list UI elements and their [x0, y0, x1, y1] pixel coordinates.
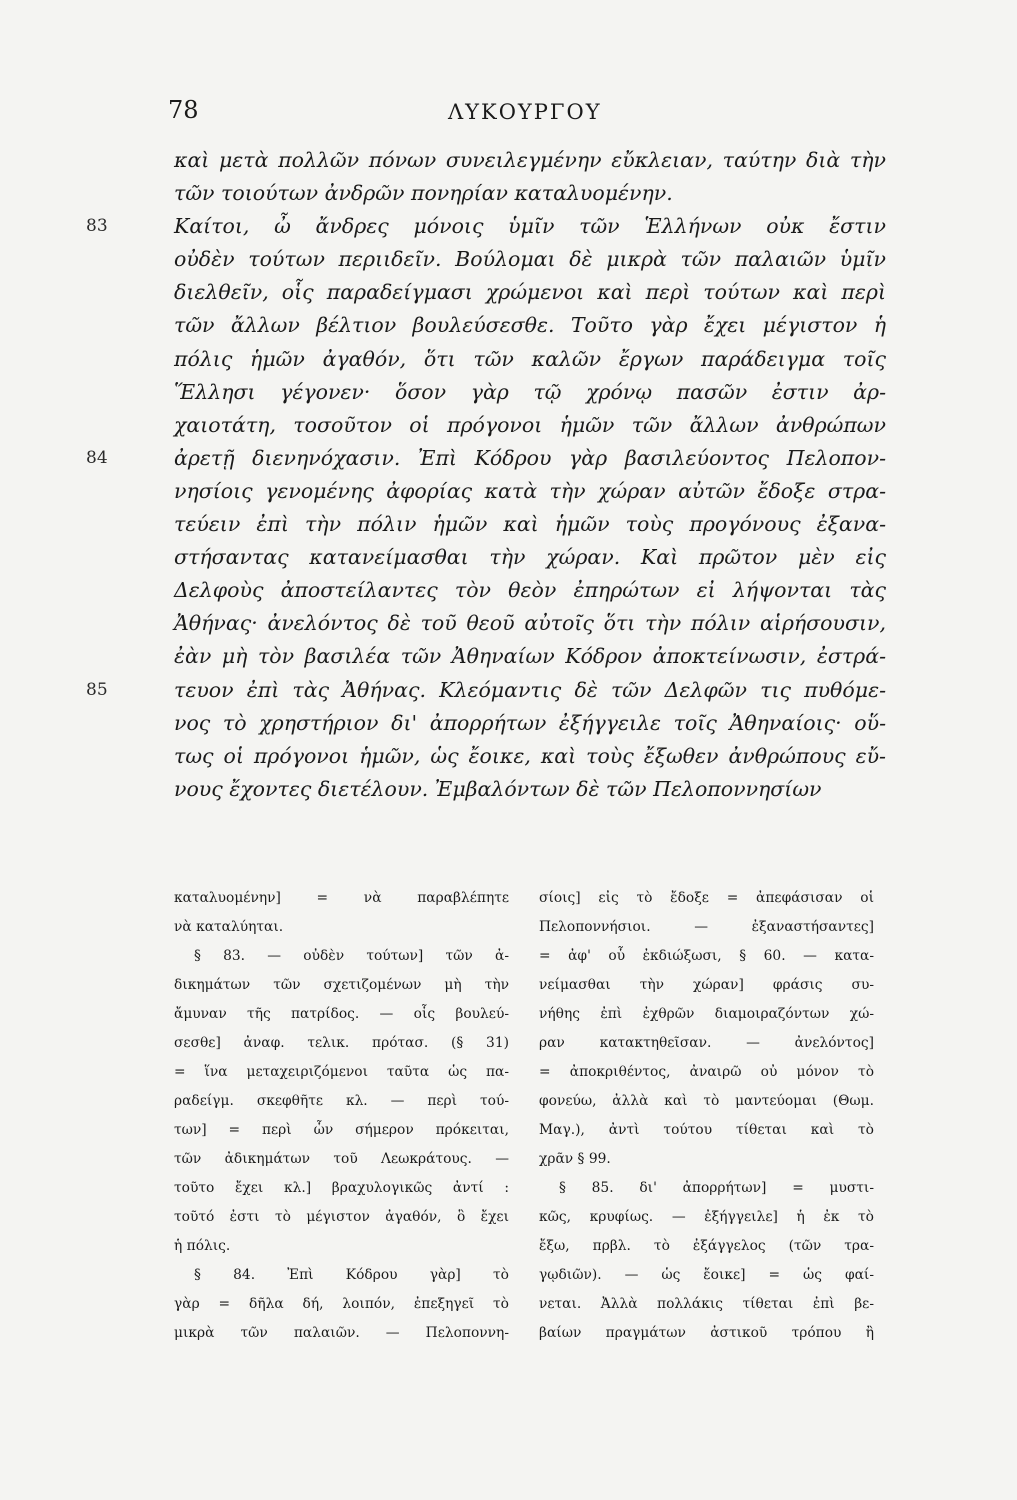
footnote-line: = ἵνα μεταχειριζόμενοι ταῦτα ὡς πα-	[174, 1064, 509, 1080]
running-title: ΛΥΚΟΥΡΓΟΥ	[448, 100, 602, 124]
text-line-content: οὐδὲν τούτων περιιδεῖν. Βούλομαι δὲ μικρὰ τῶν παλαιῶν ὑμῖν	[174, 247, 886, 272]
text-line	[174, 707, 886, 740]
footnote-line: νεται. Ἀλλὰ πολλάκις τίθεται ἐπὶ βε-	[539, 1296, 874, 1312]
footnote-line: § 85. δι' ἀπορρήτων] = μυστι-	[559, 1180, 874, 1196]
text-line-content: στήσαντας κατανείμασθαι τὴν χώραν. Καὶ πρῶτον μὲν εἰς	[174, 545, 886, 570]
text-line-content: Ἀθήνας· ἀνελόντος δὲ τοῦ θεοῦ αὐτοῖς ὅτι τὴν πόλιν αἱρήσουσιν,	[174, 611, 886, 636]
footnote-line: των] = περὶ ὧν σήμερον πρόκειται,	[174, 1122, 509, 1138]
footnote-line: χρᾶν § 99.	[539, 1151, 611, 1167]
footnote-line: Μαγ.), ἀντὶ τούτου τίθεται καὶ τὸ	[539, 1122, 874, 1138]
footnote-line: μικρὰ τῶν παλαιῶν. — Πελοποννη-	[174, 1325, 509, 1341]
text-line	[174, 409, 886, 442]
text-line-content: καὶ μετὰ πολλῶν πόνων συνειλεγμένην εὔκλειαν, ταύτην διὰ τὴν	[174, 148, 886, 172]
footnote-line: κῶς, κρυφίως. — ἐξήγγειλε] ἡ ἐκ τὸ	[539, 1209, 874, 1225]
footnote-line: Πελοποννήσιοι. — ἐξαναστήσαντες]	[539, 919, 874, 935]
text-line-content: τῶν τοιούτων ἀνδρῶν πονηρίαν καταλυομένην.	[174, 181, 673, 206]
text-line-content: πόλις ἡμῶν ἀγαθόν, ὅτι τῶν καλῶν ἔργων παράδειγμα τοῖς	[174, 346, 886, 371]
text-line-content: Δελφοὺς ἀποστείλαντες τὸν θεὸν ἐπηρώτων εἰ λήψονται τὰς	[174, 578, 886, 603]
text-line	[174, 309, 886, 342]
text-line-content: νους ἔχοντες διετέλουν. Ἐμβαλόντων δὲ τῶν Πελοποννησίων	[174, 776, 822, 801]
footnote-line: ἔξω, πρβλ. τὸ ἐξάγγελος (τῶν τρα-	[539, 1238, 874, 1254]
text-line	[174, 574, 886, 607]
text-line-content: νησίοις γενομένης ἀφορίας κατὰ τὴν χώραν αὐτῶν ἔδοξε στρα-	[174, 478, 886, 503]
text-line	[174, 607, 886, 640]
text-line-content: νος τὸ χρηστήριον δι' ἀπορρήτων ἐξήγγειλε τοῖς Ἀθηναίοις· οὕ-	[174, 710, 886, 735]
footnotes-left-column	[174, 884, 509, 1348]
text-line	[86, 210, 886, 243]
main-text	[86, 144, 886, 806]
footnote-line: τῶν ἀδικημάτων τοῦ Λεωκράτους. —	[174, 1151, 509, 1167]
text-line-content: ἀρετῇ διενηνόχασιν. Ἐπὶ Κόδρου γὰρ βασιλεύοντος Πελοπον-	[174, 445, 886, 470]
section-number: 84	[86, 447, 108, 468]
footnote-line: βαίων πραγμάτων ἀστικοῦ τρόπου ἢ	[539, 1325, 874, 1341]
text-line	[174, 475, 886, 508]
footnotes-right-column	[539, 884, 874, 1348]
footnote-line: νὰ καταλύηται.	[174, 919, 284, 935]
text-line	[174, 376, 886, 409]
text-line	[174, 343, 886, 376]
footnote-line: γῳδιῶν). — ὡς ἔοικε] = ὡς φαί-	[539, 1267, 874, 1283]
footnote-line: ραδείγμ. σκεφθῆτε κλ. — περὶ τού-	[174, 1093, 509, 1109]
footnote-line: ἡ πόλις.	[174, 1238, 231, 1254]
text-line-content: τευον ἐπὶ τὰς Ἀθήνας. Κλεόμαντις δὲ τῶν Δελφῶν τις πυθόμε-	[174, 677, 886, 702]
text-line-content: Καίτοι, ὦ ἄνδρες μόνοις ὑμῖν τῶν Ἑλλήνων οὐκ ἔστιν	[174, 214, 886, 239]
section-number: 83	[86, 216, 108, 237]
footnote-line: ραν κατακτηθεῖσαν. — ἀνελόντος]	[539, 1035, 874, 1051]
text-line-content: διελθεῖν, οἷς παραδείγμασι χρώμενοι καὶ περὶ τούτων καὶ περὶ	[174, 280, 886, 305]
footnote-line: τοῦτό ἐστι τὸ μέγιστον ἀγαθόν, ὃ ἔχει	[174, 1209, 509, 1225]
footnote-line: γὰρ = δῆλα δή, λοιπόν, ἐπεξηγεῖ τὸ	[174, 1296, 509, 1312]
text-line	[174, 773, 886, 806]
footnote-line: τοῦτο ἔχει κλ.] βραχυλογικῶς ἀντί :	[174, 1180, 509, 1196]
text-line	[174, 541, 886, 574]
text-line	[174, 740, 886, 773]
section-number: 85	[86, 679, 108, 700]
text-line	[86, 674, 886, 707]
text-line-content: Ἕλλησι γέγονεν· ὅσον γὰρ τῷ χρόνῳ πασῶν ἐστιν ἀρ-	[174, 379, 886, 404]
text-line	[86, 442, 886, 475]
footnote-line: νείμασθαι τὴν χώραν] φράσις συ-	[539, 977, 874, 993]
footnote-line: = ἀφ' οὗ ἐκδιώξωσι, § 60. — κατα-	[539, 948, 874, 964]
text-line	[174, 144, 886, 177]
text-line-content: τως οἱ πρόγονοι ἡμῶν, ὡς ἔοικε, καὶ τοὺς ἔξωθεν ἀνθρώπους εὔ-	[174, 743, 886, 768]
footnote-line: ἄμυναν τῆς πατρίδος. — οἷς βουλεύ-	[174, 1006, 509, 1022]
footnote-line: φονεύω, ἀλλὰ καὶ τὸ μαντεύομαι (Θωμ.	[539, 1093, 874, 1109]
text-line-content: τῶν ἄλλων βέλτιον βουλεύσεσθε. Τοῦτο γὰρ ἔχει μέγιστον ἡ	[174, 313, 886, 338]
footnote-line: καταλυομένην] = νὰ παραβλέπητε	[174, 890, 509, 906]
footnotes	[174, 884, 874, 1348]
text-line	[174, 640, 886, 673]
footnote-line: σεσθε] ἀναφ. τελικ. πρότασ. (§ 31)	[174, 1035, 509, 1051]
footnote-line: § 83. — οὐδὲν τούτων] τῶν ἀ-	[194, 948, 509, 964]
footnote-line: § 84. Ἐπὶ Κόδρου γὰρ] τὸ	[194, 1267, 509, 1283]
footnote-line: σίοις] εἰς τὸ ἔδοξε = ἀπεφάσισαν οἱ	[539, 890, 874, 906]
text-line	[174, 276, 886, 309]
text-line-content: τεύειν ἐπὶ τὴν πόλιν ἡμῶν καὶ ἡμῶν τοὺς προγόνους ἐξανα-	[174, 512, 886, 537]
footnote-line: = ἀποκριθέντος, ἀναιρῶ οὐ μόνον τὸ	[539, 1064, 874, 1080]
footnote-line: δικημάτων τῶν σχετιζομένων μὴ τὴν	[174, 977, 509, 993]
text-line-content: ἐὰν μὴ τὸν βασιλέα τῶν Ἀθηναίων Κόδρον ἀποκτείνωσιν, ἐστρά-	[174, 644, 886, 669]
text-line-content: χαιοτάτη, τοσοῦτον οἱ πρόγονοι ἡμῶν τῶν ἄλλων ἀνθρώπων	[174, 412, 886, 437]
text-line	[174, 243, 886, 276]
footnote-line: νήθης ἐπὶ ἐχθρῶν διαμοιραζόντων χώ-	[539, 1006, 874, 1022]
text-line	[174, 177, 886, 210]
page-number: 78	[168, 96, 199, 124]
text-line	[174, 508, 886, 541]
